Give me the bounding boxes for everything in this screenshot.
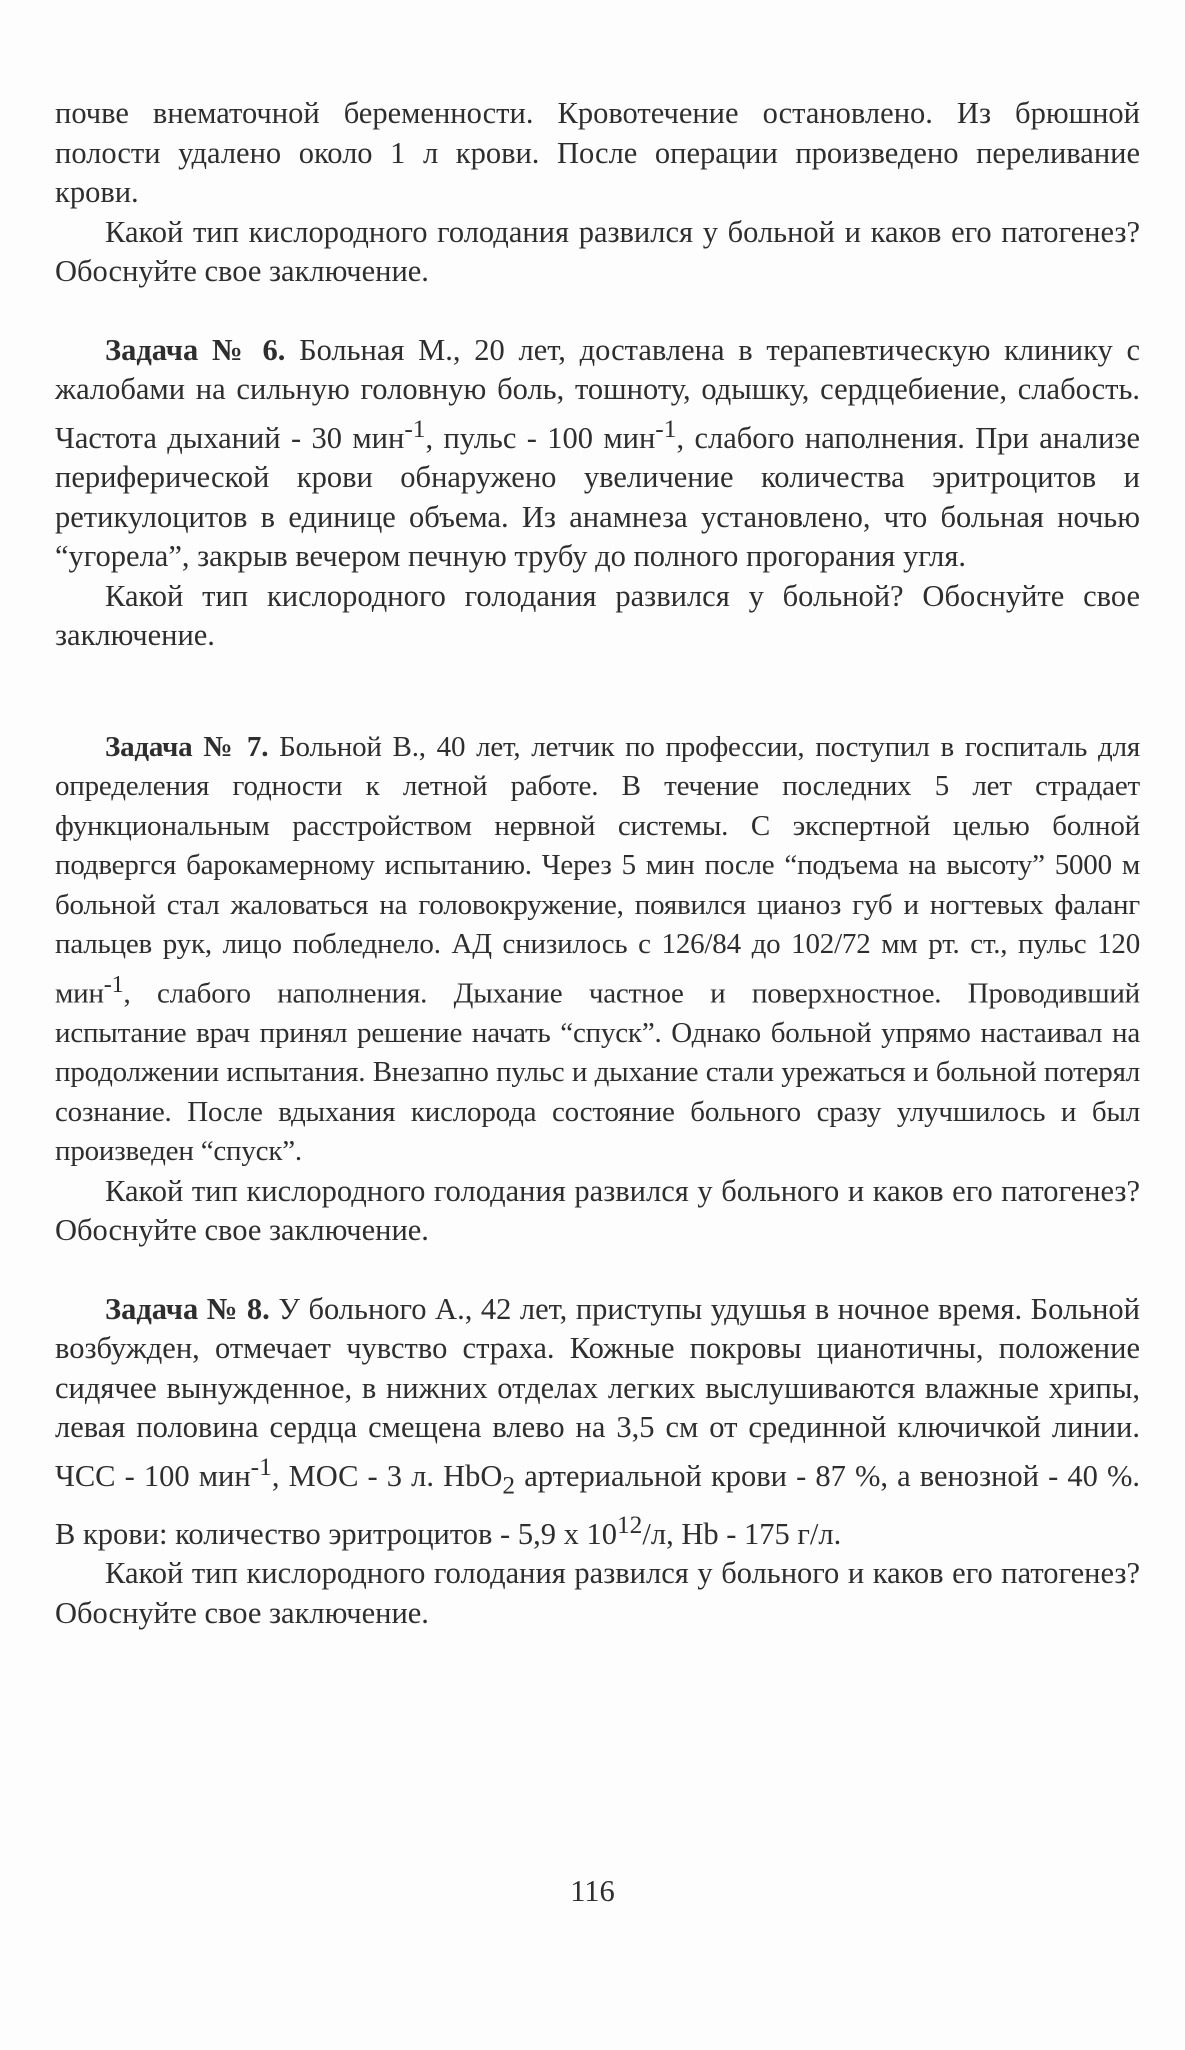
task-8-question: Какой тип кислородного голодания развился у больного и каков его патогенез? Обоснуйте свое заключение. <box>55 1556 1140 1630</box>
task-7-title: Задача № 7. <box>105 730 269 763</box>
intro-question: Какой тип кислородного голодания развился у больной и каков его патогенез? Обоснуйте свое заключение. <box>55 214 1140 288</box>
task-6-paragraph: Задача № 6. Больная М., 20 лет, доставлена в терапевтическую клинику с жалобами на сильную головную боль, тошноту, одышку, сердцебиение, слабость. Частота дыханий - 30 мин$^{-1}$, пульс - 100 мин$^{-1}$, слабого наполнения. При анализе периферической крови обнаружено увеличение количества эритроцитов и ретикулоцитов в единице объема. Из анамнеза установлено, что больная ночью “угорела”, закрыв вечером печную трубу до полного прогорания угля. <box>55 332 1141 574</box>
task-6-question: Какой тип кислородного голодания развился у больной? Обоснуйте свое заключение. <box>55 578 1140 653</box>
task-8-paragraph: Задача № 8. У больного А., 42 лет, приступы удушья в ночное время. Больной возбужден, отмечает чувство страха. Кожные покровы цианотичны, положение сидячее вынужденное, в нижних отделах легких выслушиваются влажные хрипы, левая половина сердца смещена влево на 3,5 см от срединной ключичкой линии. ЧСС - 100 мин$^{-1}$, МОС - 3 л. HbO$_2$ артериальной крови - 87 %, а венозной - 40 %. В крови: количество эритроцитов - 5,9 х $10^{12}/л$, Hb - 175 г/л. <box>55 1291 1141 1551</box>
task-8-title: Задача № 8. <box>105 1291 270 1326</box>
page-number: 116 <box>570 1874 615 1908</box>
task-6-title: Задача № 6. <box>105 332 286 367</box>
task-7-question: Какой тип кислородного голодания развился у больного и каков его патогенез? Обоснуйте свое заключение. <box>55 1173 1140 1248</box>
intro-paragraph: почве внематочной беременности. Кровотечение остановлено. Из брюшной полости удалено около 1 л крови. После операции произведено переливание крови. <box>55 96 1140 209</box>
task-7-paragraph: Задача № 7. Больной В., 40 лет, летчик по профессии, поступил в госпиталь для определения годности к летной работе. В течение последних 5 лет страдает функциональным расстройством нервной системы. С экспертной целью болной подвергся барокамерному испытанию. Через 5 мин после “подъема на высоту” 5000 м больной стал жаловаться на головокружение, появился цианоз губ и ногтевых фаланг пальцев рук, лицо побледнело. АД снизилось с 126/84 до 102/72 мм рт. ст., пульс 120 мин$^{-1}$, слабого наполнения. Дыхание частное и поверхностное. Проводивший испытание врач принял решение начать “спуск”. Однако больной упрямо настаивал на продолжении испытания. Внезапно пульс и дыхание стали урежаться и больной потерял сознание. После вдыхания кислорода состояние больного сразу улучшилось и был произведен “спуск”. <box>55 730 1140 1168</box>
